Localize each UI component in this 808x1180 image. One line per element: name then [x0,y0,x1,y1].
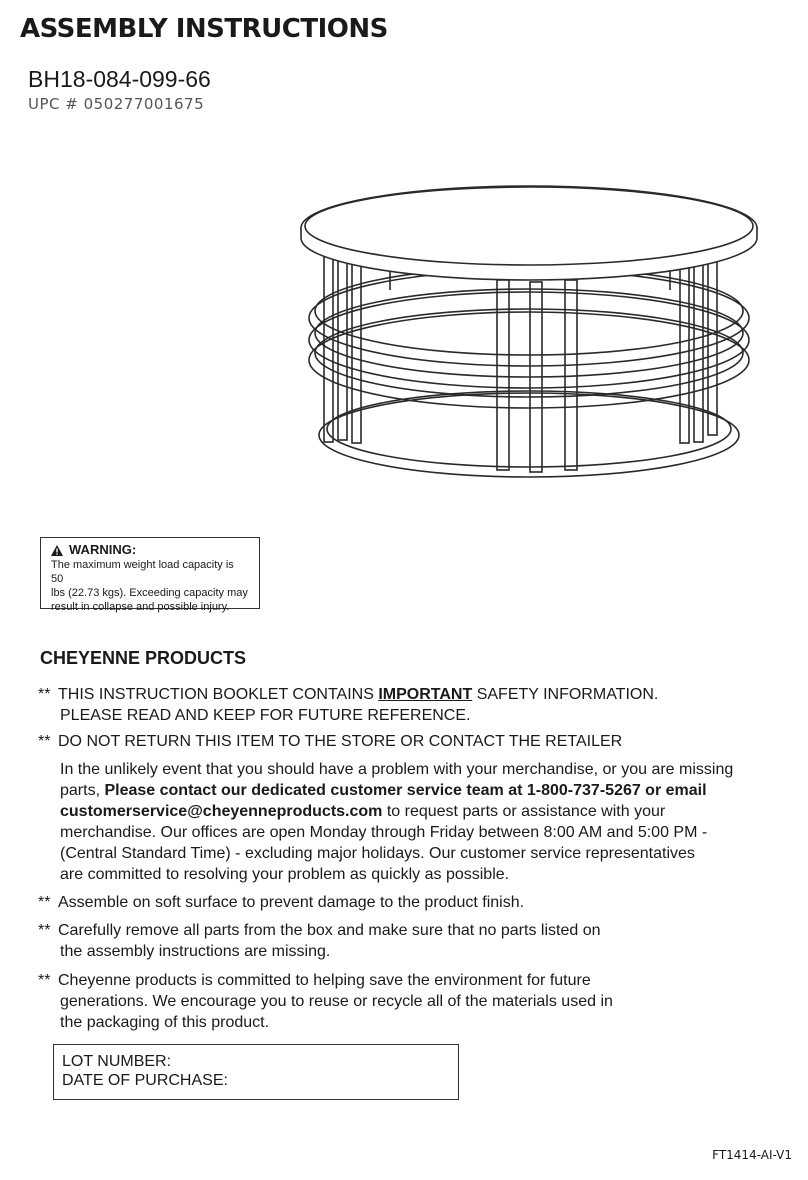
bullet-star: ** [38,733,51,750]
model-number: BH18-084-099-66 [28,66,211,92]
note-text: DO NOT RETURN THIS ITEM TO THE STORE OR CONTACT THE RETAILER [58,733,623,750]
note-remove-parts [38,920,778,962]
paragraph-line: to request parts or assistance with your [382,803,666,820]
bullet-star: ** [38,894,51,911]
warning-triangle-icon [51,545,63,556]
document-code: FT1414-AI-V1 [712,1148,792,1162]
contact-phone-text: Please contact our dedicated customer service team at 1-800-737-5267 or email [104,782,707,799]
note-important [38,684,778,726]
page-title: ASSEMBLY INSTRUCTIONS [20,14,388,44]
note-text: the assembly instructions are missing. [60,943,331,960]
paragraph-line: parts, [60,782,105,799]
note-text: Assemble on soft surface to prevent damage to the product finish. [58,894,525,911]
note-text: Carefully remove all parts from the box and make sure that no parts listed on [58,922,601,939]
brand-heading: CHEYENNE PRODUCTS [40,648,247,668]
paragraph-line: are committed to resolving your problem as quickly as possible. [60,866,510,883]
note-do-not-return [38,731,778,752]
note-soft-surface [38,892,778,913]
customer-service-paragraph [60,759,800,885]
note-text: the packaging of this product. [60,1014,270,1031]
date-of-purchase-label: DATE OF PURCHASE: [62,1072,228,1089]
warning-title [51,543,249,557]
bullet-star: ** [38,686,51,703]
warning-line-3: result in collapse and possible injury. [51,601,230,613]
paragraph-line: In the unlikely event that you should have a problem with your merchandise, or you are missing [60,761,734,778]
bullet-star: ** [38,922,51,939]
note-text: THIS INSTRUCTION BOOKLET CONTAINS [58,686,379,703]
warning-title-text: WARNING: [69,542,137,557]
note-text: PLEASE READ AND KEEP FOR FUTURE REFERENCE. [60,707,471,724]
important-text: IMPORTANT [378,686,473,703]
bullet-star: ** [38,972,51,989]
lot-info-box [53,1044,459,1100]
warning-line-1: The maximum weight load capacity is 50 [51,559,234,585]
lot-number-label: LOT NUMBER: [62,1053,172,1070]
note-text: generations. We encourage you to reuse or recycle all of the materials used in [60,993,613,1010]
warning-line-2: lbs (22.73 kgs). Exceeding capacity may [51,587,248,599]
note-text: SAFETY INFORMATION. [472,686,659,703]
table-illustration [290,180,770,480]
note-text: Cheyenne products is committed to helping save the environment for future [58,972,591,989]
paragraph-line: merchandise. Our offices are open Monday through Friday between 8:00 AM and 5:00 PM - [60,824,708,841]
warning-box [40,537,260,613]
note-environment [38,970,778,1033]
upc-code: UPC # 050277001675 [28,95,205,113]
paragraph-line: (Central Standard Time) - excluding major holidays. Our customer service representatives [60,845,695,862]
contact-email-text: customerservice@cheyenneproducts.com [60,803,383,820]
